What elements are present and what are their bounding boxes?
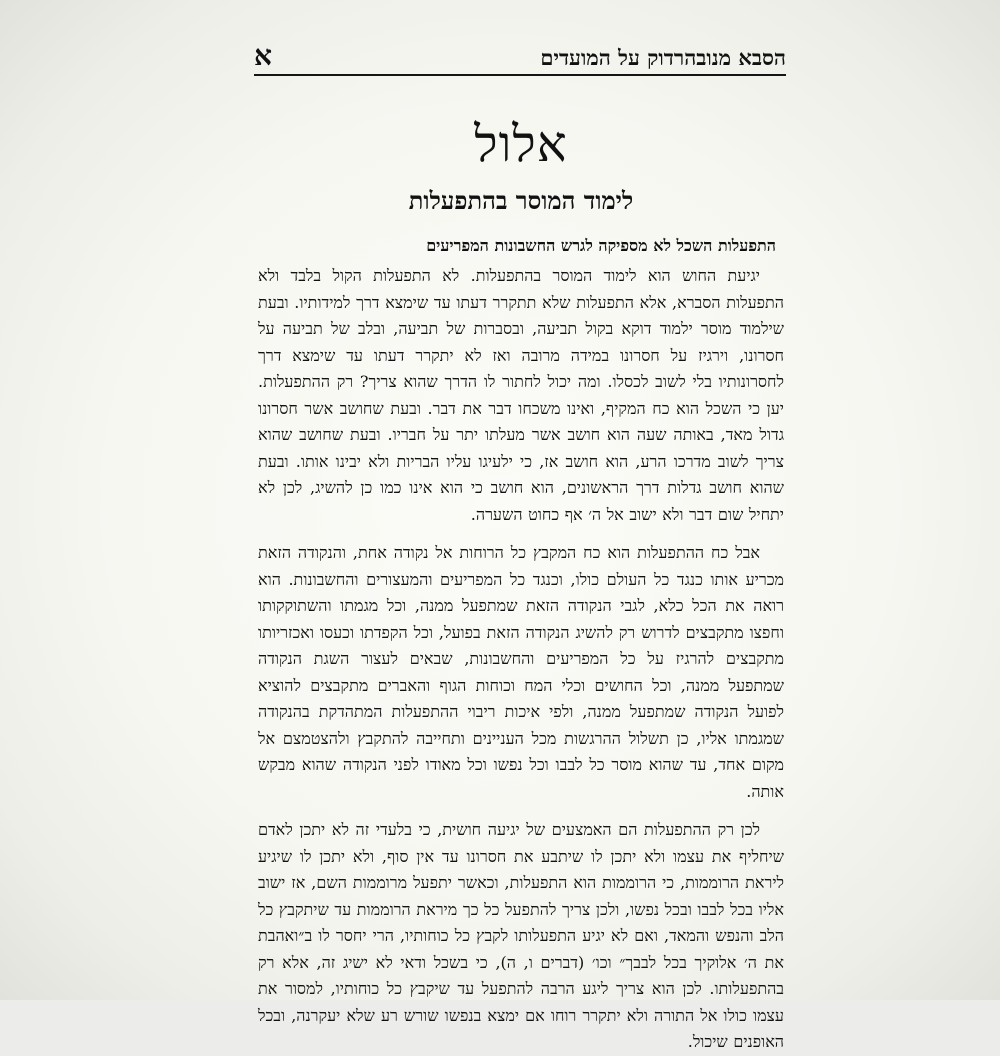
running-header <box>254 40 786 76</box>
page-content <box>258 108 785 1052</box>
body-paragraph-3: לכן רק ההתפעלות הם האמצעים של יגיעה חושית, כי בלעדי זה לא יתכן לאדם שיחליף את עצמו ולא יתכן לו שיתבע את חסרונו עד אין סוף, ולא יתכן לו שיגיע ליראת הרוממות, כי הרוממות הוא התפעלות, וכאשר יתפעל מרוממות השם, אז ישוב אליו בכל לבבו ובכל נפשו, ולכן צריך להתפעל כל כך מיראת הרוממות עד שיתקבץ כל הלב והנפש והמאד, ואם לא יגיע התפעלותו לקבץ כל כוחותיו, הרי יחסר לו ב״ואהבת את ה׳ אלוקיך בכל לבבך״ וכו׳ (דברים ו, ה), כי בשכל ודאי לא ישיג זה, אלא רק בהתפעלותו. לכן הוא צריך ליגע הרבה להתפעל עד שיקבץ כל כוחותיו, למסור את עצמו כולו אל התורה ולא יתקרר רוחו אם ימצא בנפשו שורש רע שלא יעקרנה, ובכל האופנים שיכול. <box>258 820 784 1052</box>
body-paragraph-1: יגיעת החוש הוא לימוד המוסר בהתפעלות. לא התפעלות הקול בלבד ולא התפעלות הסברא, אלא התפעלות שלא תתקרר דעתו עד שימצא דרך למידותיו. ובעת שילמוד מוסר ילמוד דוקא בקול תביעה, ובסברות של תביעה, ובלב של תביעה על חסרונו, וירגיז על חסרונו במידה מרובה ואז לא יתקרר דעתו עד שימצא דרך לחסרונותיו בלי לשוב לכסלו. ומה יכול לחתור לו הדרך שהוא צריך? רק ההתפעלות. יען כי השכל הוא כח המקיף, ואינו משכחו דבר את דבר. ובעת שחושב אשר חסרונו גדול מאד, באותה שעה הוא חושב אשר מעלתו יתר על חבריו. ובעת שחושב שהוא צריך לשוב מדרכו הרע, הוא חושב אז, כי ילעיגו עליו הבריות ולא יבינו אותו. ובעת שהוא חושב גדלות דרך הראשונים, הוא חושב כי הוא אינו כמו כן להשיג, לכן לא יתחיל שום דבר ולא ישוב אל ה׳ אף כחוט השערה. <box>258 266 784 524</box>
running-header-title: הסבא מנובהרדוק על המועדים <box>540 45 786 70</box>
body-paragraph-2: אבל כח ההתפעלות הוא כח המקבץ כל הרוחות אל נקודה אחת, והנקודה הזאת מכריע אותו כנגד כל העולם כולו, וכנגד כל המפריעים והמעצורים והחשבונות. הוא רואה את הכל כלא, לגבי הנקודה הזאת שמתפעל ממנה, וכל מגמתו והשתוקקותו וחפצו מתקבצים לדרוש רק להשיג הנקודה הזאת בפועל, וכל הקפדתו וכעסו ואכזריותו מתקבצים להרגיז על כל המפריעים והחשבונות, שבאים לעצור השגת הנקודה שמתפעל ממנה, וכל החושים וכלי המח וכוחות הגוף והאברים מתקבצים להוציא לפועל הנקודה שמתפעל ממנה, ולפי איכות ריבוי ההתפעלות המתהדקת בהנקודה שמגמתו אליו, כן תשלול ההרגשות מכל העניינים ותחייבה להתקבץ ולהצטמצם אל מקום אחד, עד שהוא מוסר כל לבבו וכל נפשו וכל מאודו לפני הנקודה שהוא מבקש אותה. <box>258 543 785 801</box>
chapter-subtitle: לימוד המוסר בהתפעלות <box>408 185 634 215</box>
page-number: א <box>254 39 272 72</box>
section-heading: התפעלות השכל לא מספיקה לגרש החשבונות המפריעים <box>426 236 776 256</box>
chapter-title: אלול <box>474 115 568 173</box>
